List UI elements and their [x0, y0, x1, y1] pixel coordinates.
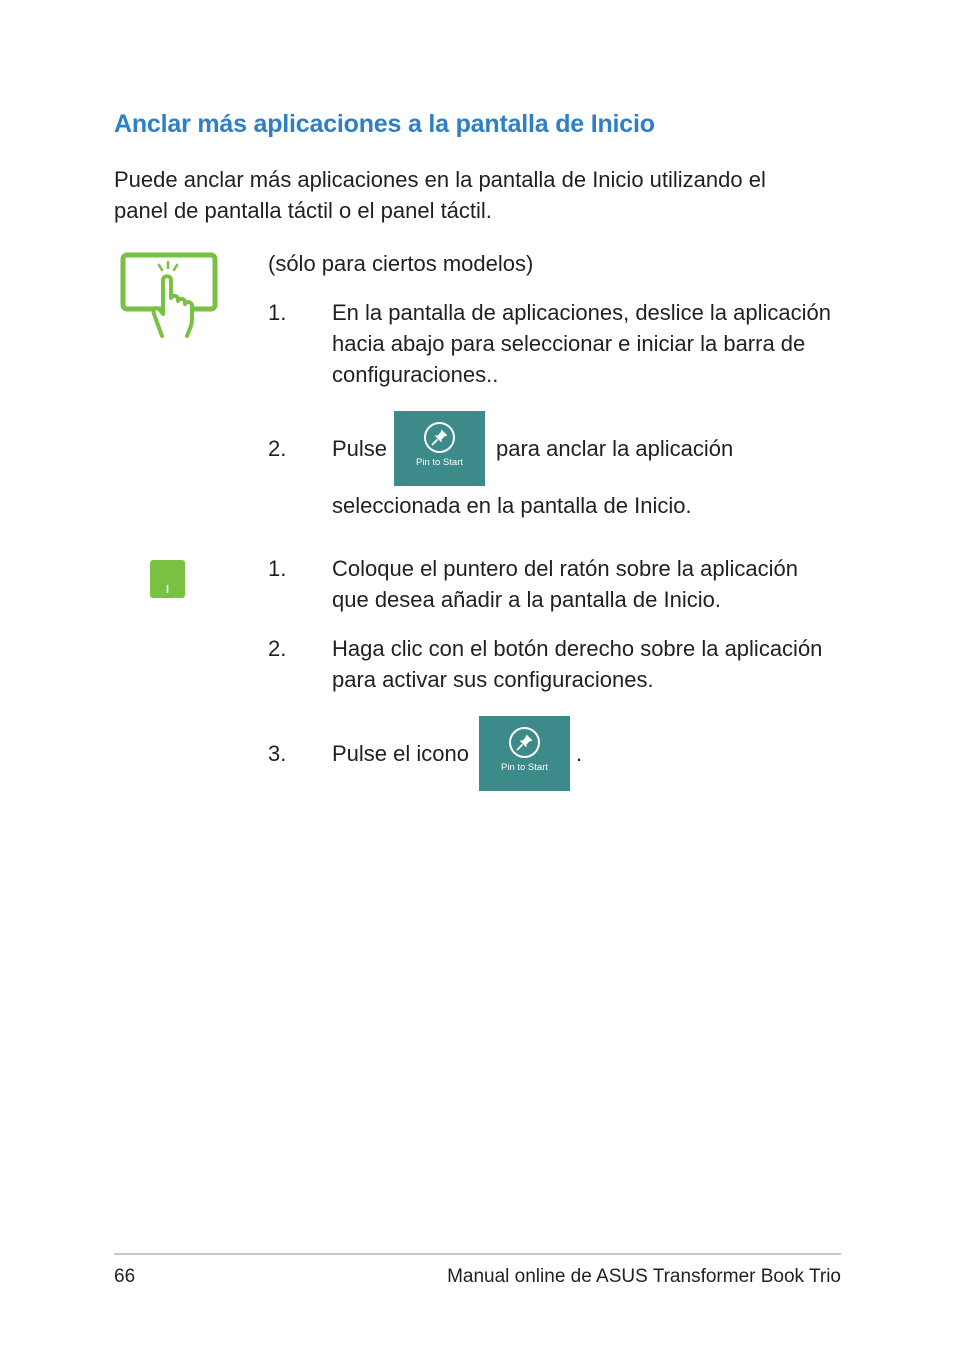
intro-line: panel de pantalla táctil o el panel táctil.: [114, 198, 492, 223]
mouse-icon: [150, 560, 185, 598]
model-note: (sólo para ciertos modelos): [268, 251, 534, 276]
step-line: para activar sus configuraciones.: [332, 667, 654, 692]
step-number: 3.: [268, 741, 287, 766]
step-line: que desea añadir a la pantalla de Inicio.: [332, 587, 721, 612]
pin-to-start-button[interactable]: [479, 716, 570, 791]
step-text-continuation: seleccionada en la pantalla de Inicio.: [332, 493, 692, 518]
step-number: 1.: [268, 556, 287, 581]
step-text-after: .: [576, 741, 583, 766]
page-number: 66: [114, 1266, 136, 1287]
step-line: configuraciones..: [332, 362, 499, 387]
step-line: hacia abajo para seleccionar e iniciar la barra de: [332, 331, 806, 356]
intro-line: Puede anclar más aplicaciones en la pantalla de Inicio utilizando el: [114, 167, 766, 192]
step-number: 1.: [268, 300, 287, 325]
touch-screen-tap-icon: [118, 250, 222, 344]
pin-to-start-label: Pin to Start: [501, 762, 548, 773]
step-text-before: Pulse: [332, 436, 388, 461]
pin-to-start-label: Pin to Start: [416, 457, 463, 468]
step-line: Haga clic con el botón derecho sobre la aplicación: [332, 636, 823, 661]
section-title: Anclar más aplicaciones a la pantalla de Inicio: [114, 110, 655, 138]
step-line: En la pantalla de aplicaciones, deslice la aplicación: [332, 300, 831, 325]
pin-icon: [508, 726, 541, 759]
step-line: Coloque el puntero del ratón sobre la aplicación: [332, 556, 798, 581]
step-number: 2.: [268, 436, 287, 461]
intro-paragraph: [114, 164, 814, 226]
step-text-before: Pulse el icono: [332, 741, 469, 766]
pin-icon: [423, 421, 456, 454]
step-number: 2.: [268, 636, 287, 661]
step-text: [332, 297, 852, 390]
step-text-after: para anclar la aplicación: [496, 436, 734, 461]
manual-title: Manual online de ASUS Transformer Book Trio: [447, 1266, 841, 1287]
step-text: [332, 553, 852, 615]
pin-to-start-button[interactable]: [394, 411, 485, 486]
step-text: [332, 633, 852, 695]
footer-divider: [114, 1253, 841, 1255]
